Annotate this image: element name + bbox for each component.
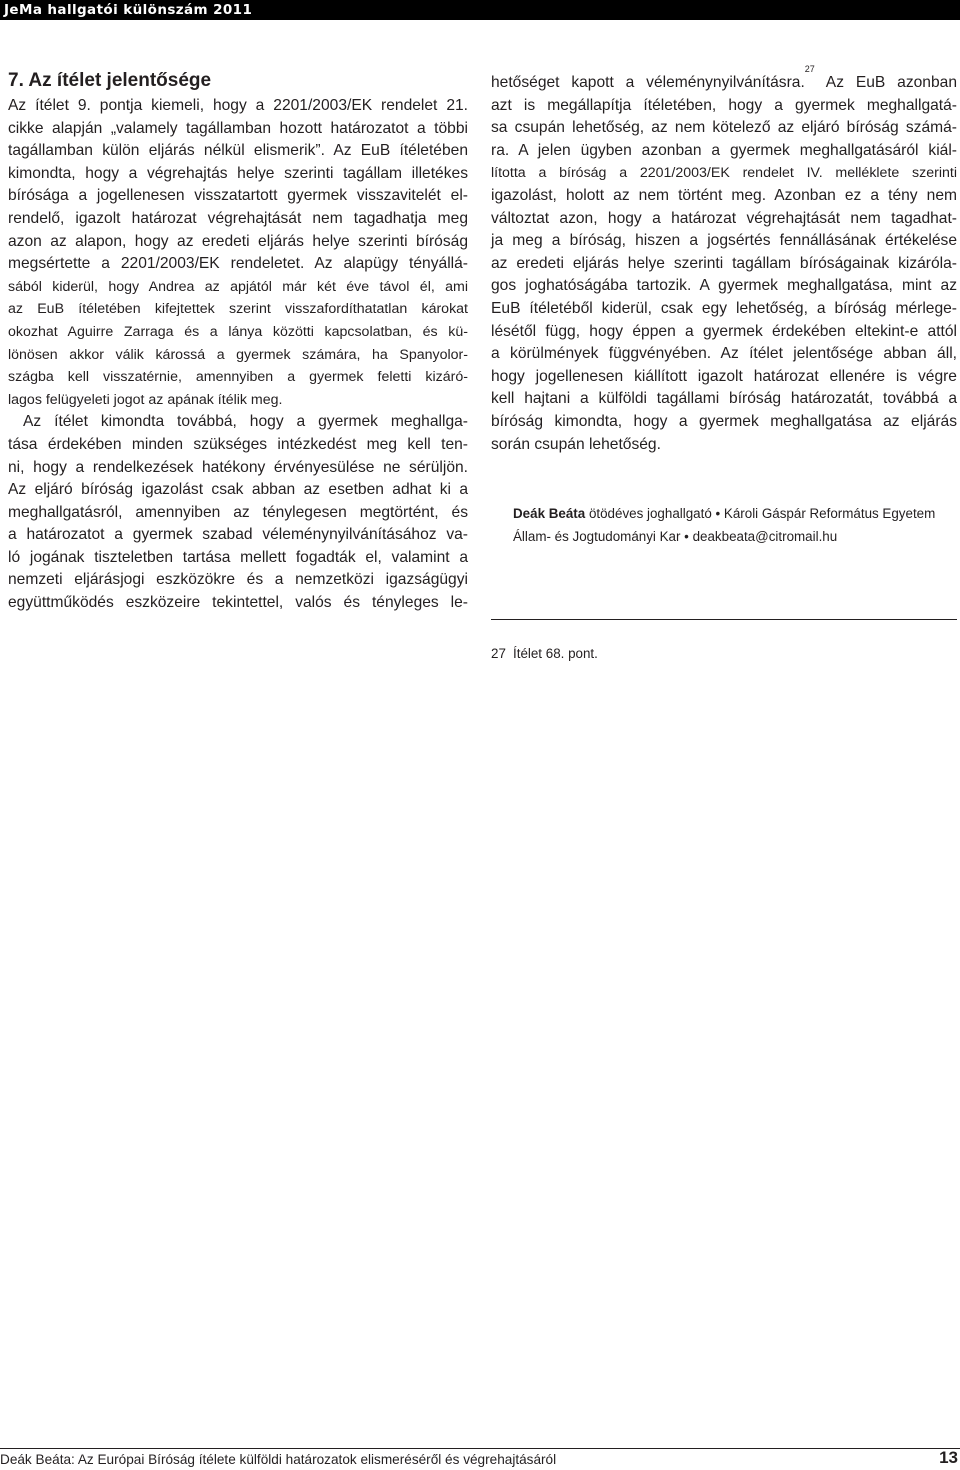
body-line: lagos felügyeleti jogot az apának ítélik meg.	[8, 391, 283, 408]
body-text: hetőséget kapott a véleménynyilvánításra.	[491, 74, 805, 91]
running-header-title: JeMa hallgatói különszám 2011	[4, 2, 253, 18]
body-line: tása érdekében minden szükséges intézkedést meg kell ten-	[8, 435, 468, 453]
body-line: EuB ítéletéből kiderül, csak egy lehetőség, a bíróság mérlege-	[491, 299, 957, 317]
body-line: Az ítélet 9. pontja kiemeli, hogy a 2201/2003/EK rendelet 21.	[8, 97, 468, 114]
body-line: kimondta, hogy a végrehajtás helye szerinti tagállam illetékes	[8, 164, 468, 182]
body-line: rendelő, igazolt határozat végrehajtását nem tagadhatja meg	[8, 209, 468, 227]
body-line: szágba kell visszatérnie, amennyiben a gyermek feletti kizáró-	[8, 369, 468, 386]
author-affiliation: ötödéves joghallgató • Károli Gáspár Református Egyetem	[585, 506, 936, 521]
footnote-reference: 27	[804, 64, 815, 74]
body-line: bírósága a jogellenesen visszatartott gyermek visszavitelét el-	[8, 187, 468, 205]
body-line: sából kiderül, hogy Andrea az apjától már két éve távol él, ami	[8, 278, 468, 295]
body-line: lönösen akkor válik károssá a gyermek számára, ha Spanyolor-	[8, 346, 468, 363]
body-line: nemzeti eljárásjogi eszközökre és a nemzetközi igazságügyi	[8, 571, 468, 589]
body-line: tagállamban külön eljárás nélkül elismerik”. Az EuB ítéletében	[8, 142, 468, 160]
body-line: gos joghatóságába tartozik. A gyermek meghallgatása, mint az	[491, 277, 957, 295]
body-line	[491, 64, 957, 95]
body-line: azon az alapon, hogy az eredeti eljárás helye szerinti bíróság	[8, 232, 468, 250]
running-header-bar	[0, 0, 960, 20]
footnote-text: Ítélet 68. pont.	[513, 646, 598, 661]
body-line: a határozatot a gyermek szabad véleménynyilvánításához va-	[8, 526, 468, 544]
author-line-1	[513, 502, 943, 525]
body-line: meghallgatásról, amennyiben az ténylegesen megtörtént, és	[8, 503, 468, 521]
author-info	[513, 502, 943, 548]
body-line: cikke alapján „valamely tagállamban hozott határozatot a többi	[8, 119, 468, 137]
body-line: ló jogának tiszteletben tartása mellett fogadták el, valamint a	[8, 548, 468, 566]
body-line: okozhat Aguirre Zarraga és a lánya közötti kapcsolatban, és kü-	[8, 323, 468, 340]
body-line: Az eljáró bíróság igazolást csak abban az esetben adhat ki a	[8, 481, 468, 499]
footnote	[491, 645, 598, 663]
body-line: megsértette a 2201/2003/EK rendeletet. Az alapügy tényállá-	[8, 255, 468, 273]
body-line: az EuB ítéletében kifejtettek szerint visszafordíthatatlan károkat	[8, 301, 468, 318]
body-line: ja meg a bíróság, hiszen a jogsértés fennállásának értékelése	[491, 232, 957, 250]
body-line: a körülmények függvényében. Az ítélet jelentősége abban áll,	[491, 345, 957, 363]
left-column	[8, 95, 468, 615]
footer-article-title: Deák Beáta: Az Európai Bíróság ítélete külföldi határozatok elismeréséről és végrehajtásáról	[0, 1452, 557, 1467]
author-line-2: Állam- és Jogtudományi Kar • deakbeata@citromail.hu	[513, 529, 838, 544]
body-line: lította a bíróság a 2201/2003/EK rendelet IV. melléklete szerinti	[491, 165, 957, 182]
page-number: 13	[939, 1448, 958, 1467]
section-heading: 7. Az ítélet jelentősége	[8, 70, 212, 91]
body-line: lésétől függ, hogy éppen a gyermek érdekében eltekint-e attól	[491, 322, 957, 340]
body-line: Az ítélet kimondta továbbá, hogy a gyermek meghallga-	[23, 413, 468, 431]
body-line: változtat azon, hogy a határozat végrehajtását nem tagadhat-	[491, 209, 957, 227]
body-line: során csupán lehetőség.	[491, 435, 661, 453]
body-line: az eredeti eljárás helye szerinti tagállam bíróságainak kizáróla-	[491, 254, 957, 272]
body-line: azt is megállapítja ítéletében, hogy a gyermek meghallgatá-	[491, 96, 957, 114]
body-line: kell hajtani a külföldi tagállami bíróság határozatát, továbbá a	[491, 390, 957, 408]
body-line: együttműködés eszközeire tekintettel, valós és tényleges le-	[8, 594, 468, 612]
footnote-number: 27	[491, 646, 506, 661]
body-text: Az EuB azonban	[814, 74, 957, 91]
right-column	[491, 64, 957, 456]
body-line: hogy jogellenesen kiállított igazolt határozat ellenére is végre	[491, 367, 957, 385]
body-line: bíróság kimondta, hogy a gyermek meghallgatása az eljárás	[491, 412, 957, 430]
body-line: igazolást, holott az nem történt meg. Azonban ez a tény nem	[491, 186, 957, 204]
body-line: ni, hogy a rendelkezések hatékony érvényesülése ne sérüljön.	[8, 458, 468, 476]
footnote-divider	[491, 619, 957, 620]
author-name: Deák Beáta	[513, 506, 586, 521]
body-line: sa csupán lehetőség, az nem kötelező az eljáró bíróság számá-	[491, 119, 957, 137]
body-line: ra. A jelen ügyben azonban a gyermek meghallgatásáról kiál-	[491, 141, 957, 159]
footer-divider	[0, 1448, 960, 1449]
